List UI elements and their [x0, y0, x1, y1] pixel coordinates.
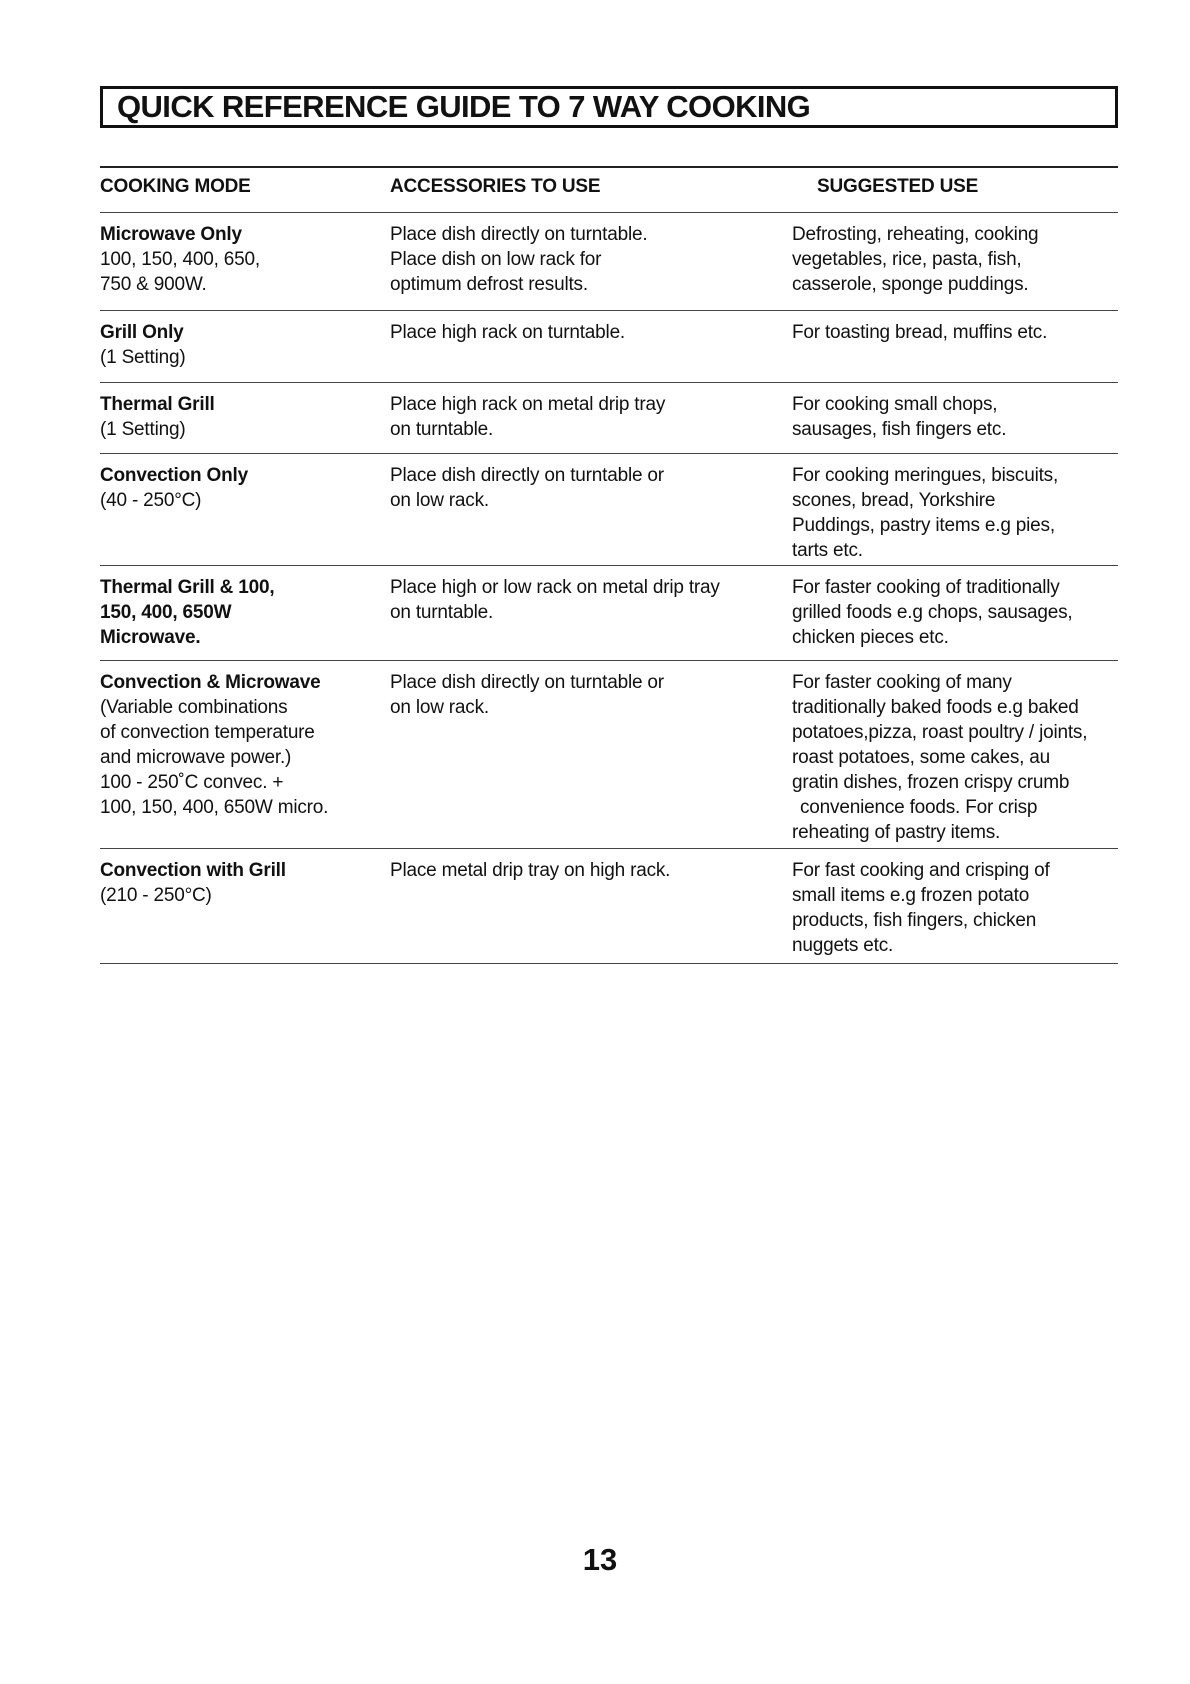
cell-text-line: reheating of pastry items. [792, 822, 1001, 843]
cell-text-line: Place dish directly on turntable. [390, 224, 648, 245]
header-suggested-use: SUGGESTED USE [817, 176, 979, 197]
cell-text-line: Place high or low rack on metal drip tray [390, 577, 720, 598]
table-row [100, 213, 1118, 310]
cell-text-line: on low rack. [390, 490, 489, 511]
cell-text-line: nuggets etc. [792, 935, 894, 956]
header-accessories: ACCESSORIES TO USE [390, 176, 601, 197]
cooking-mode-cell [100, 670, 380, 820]
cooking-mode-cell [100, 392, 380, 442]
table-row [100, 311, 1118, 382]
cooking-mode-name: Thermal Grill [100, 394, 215, 415]
table-row [100, 661, 1118, 848]
cooking-mode-name: Grill Only [100, 322, 184, 343]
accessories-cell [390, 463, 790, 513]
cell-text-line: products, fish fingers, chicken [792, 910, 1037, 931]
table-row [100, 454, 1118, 565]
cell-text-line: 100, 150, 400, 650, [100, 249, 260, 270]
accessories-cell [390, 858, 790, 883]
cell-text-line: Place dish on low rack for [390, 249, 602, 270]
cell-text-line: traditionally baked foods e.g baked [792, 697, 1079, 718]
cooking-mode-cell [100, 463, 380, 513]
accessories-cell [390, 320, 790, 345]
cell-text-line: For fast cooking and crisping of [792, 860, 1050, 881]
table-row [100, 849, 1118, 963]
cell-text-line: optimum defrost results. [390, 274, 588, 295]
page-number: 13 [582, 1542, 618, 1577]
accessories-cell [390, 575, 790, 625]
cell-text-line: For cooking meringues, biscuits, [792, 465, 1059, 486]
cell-text-line: sausages, fish fingers etc. [792, 419, 1007, 440]
cell-text-line: Defrosting, reheating, cooking [792, 224, 1039, 245]
cell-text-line: (40 - 250°C) [100, 490, 202, 511]
table-row [100, 383, 1118, 453]
cell-text-line: Place dish directly on turntable or [390, 465, 664, 486]
cell-text-line: convenience foods. For crisp [800, 797, 1038, 818]
cell-text-line: potatoes,pizza, roast poultry / joints, [792, 722, 1088, 743]
cell-text-line: Place metal drip tray on high rack. [390, 860, 671, 881]
cell-text-line: roast potatoes, some cakes, au [792, 747, 1051, 768]
page-title: QUICK REFERENCE GUIDE TO 7 WAY COOKING [117, 89, 811, 124]
cell-text-line: Microwave. [100, 627, 201, 648]
cell-text-line: (1 Setting) [100, 347, 186, 368]
cell-text-line: of convection temperature [100, 722, 315, 743]
cooking-mode-cell [100, 575, 380, 650]
cell-text-line: small items e.g frozen potato [792, 885, 1030, 906]
accessories-cell [390, 670, 790, 720]
suggested-use-cell [792, 858, 1132, 958]
table-body [100, 212, 1118, 964]
cell-text-line: on low rack. [390, 697, 489, 718]
cooking-mode-name: Convection with Grill [100, 860, 286, 881]
cooking-mode-name: Microwave Only [100, 224, 242, 245]
cell-text-line: 100, 150, 400, 650W micro. [100, 797, 329, 818]
cell-text-line: tarts etc. [792, 540, 863, 561]
cooking-mode-name: Thermal Grill & 100, [100, 577, 275, 598]
accessories-cell [390, 222, 790, 297]
cell-text-line: Place dish directly on turntable or [390, 672, 664, 693]
cell-text-line: For toasting bread, muffins etc. [792, 322, 1048, 343]
cell-text-line: grilled foods e.g chops, sausages, [792, 602, 1073, 623]
cell-text-line: vegetables, rice, pasta, fish, [792, 249, 1022, 270]
suggested-use-cell [792, 222, 1132, 297]
cooking-mode-cell [100, 320, 380, 370]
cell-text-line: (Variable combinations [100, 697, 288, 718]
cooking-mode-cell [100, 858, 380, 908]
cell-text-line: For faster cooking of traditionally [792, 577, 1060, 598]
cell-text-line: (1 Setting) [100, 419, 186, 440]
cooking-mode-name: Convection Only [100, 465, 248, 486]
cooking-mode-cell [100, 222, 380, 297]
cell-text-line: For faster cooking of many [792, 672, 1012, 693]
cell-text-line: For cooking small chops, [792, 394, 998, 415]
title-box [100, 86, 1118, 128]
cell-text-line: on turntable. [390, 602, 494, 623]
cell-text-line: and microwave power.) [100, 747, 292, 768]
suggested-use-cell [792, 392, 1132, 442]
cell-text-line: gratin dishes, frozen crispy crumb [792, 772, 1070, 793]
cell-text-line: (210 - 250°C) [100, 885, 212, 906]
table-header-row [100, 168, 1118, 212]
table-row [100, 566, 1118, 660]
cell-text-line: scones, bread, Yorkshire [792, 490, 996, 511]
reference-table [100, 166, 1118, 964]
cooking-mode-name: Convection & Microwave [100, 672, 321, 693]
cell-text-line: 750 & 900W. [100, 274, 207, 295]
suggested-use-cell [792, 320, 1132, 345]
cell-text-line: Place high rack on metal drip tray [390, 394, 666, 415]
cell-text-line: casserole, sponge puddings. [792, 274, 1029, 295]
accessories-cell [390, 392, 790, 442]
table-bottom-rule [100, 963, 1118, 964]
header-cooking-mode: COOKING MODE [100, 176, 251, 197]
cell-text-line: Puddings, pastry items e.g pies, [792, 515, 1055, 536]
suggested-use-cell [792, 463, 1132, 563]
cell-text-line: Place high rack on turntable. [390, 322, 626, 343]
cell-text-line: on turntable. [390, 419, 494, 440]
suggested-use-cell [792, 670, 1132, 845]
suggested-use-cell [792, 575, 1132, 650]
cell-text-line: 150, 400, 650W [100, 602, 232, 623]
cell-text-line: chicken pieces etc. [792, 627, 949, 648]
cell-text-line: 100 - 250˚C convec. + [100, 772, 284, 793]
